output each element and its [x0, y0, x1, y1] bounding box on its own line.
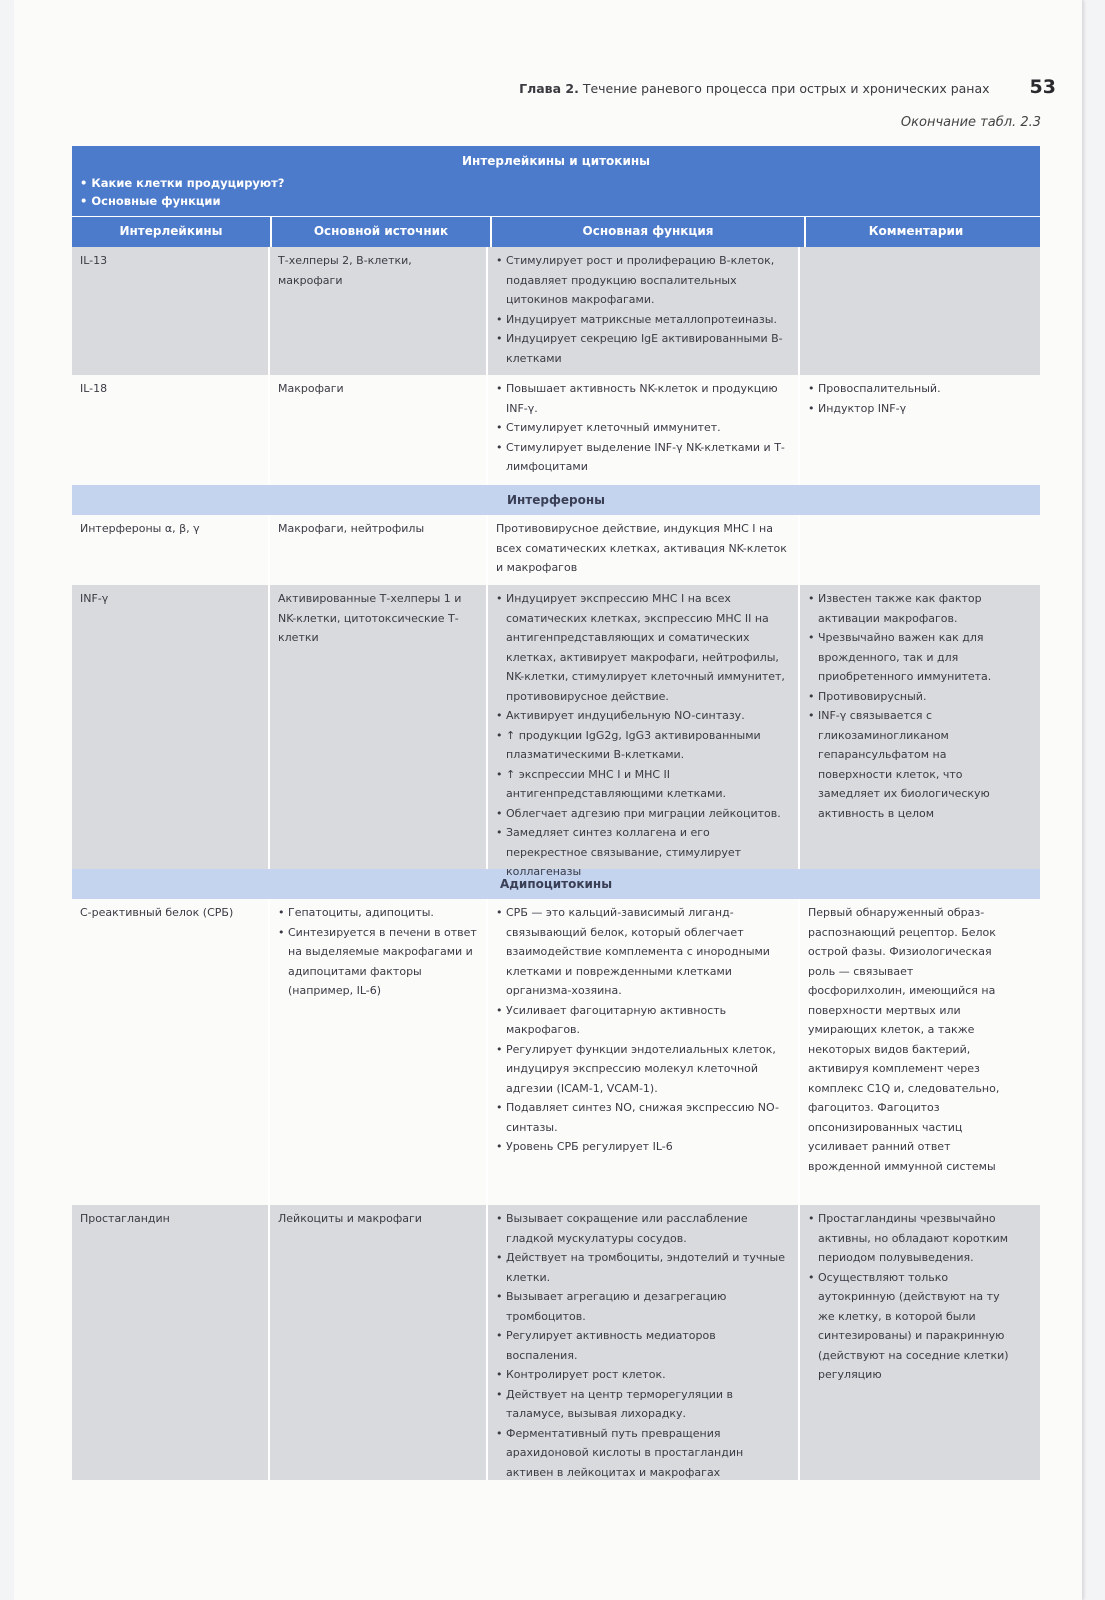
- table-questions: [80, 174, 284, 210]
- table-continuation-label: Окончание табл. 2.3: [900, 115, 1041, 130]
- list-item: • ↑ экспрессии МНС I и МНС II антигенпредставляющими клетками.: [496, 765, 790, 804]
- list-item: • Стимулирует выделение INF-γ NK-клетками и Т-лимфоцитами: [496, 438, 790, 477]
- cell-name: Интерфероны α, β, γ: [72, 515, 270, 585]
- list-item: • Замедляет синтез коллагена и его перекрестное связывание, стимулирует коллагеназы: [496, 823, 790, 882]
- column-header-function: Основная функция: [492, 217, 806, 247]
- list-item: • Регулирует активность медиаторов воспаления.: [496, 1326, 790, 1365]
- cell-function: [488, 899, 800, 1205]
- column-header-source: Основной источник: [272, 217, 492, 247]
- cell-source: Лейкоциты и макрофаги: [270, 1205, 488, 1480]
- list-item: • Активирует индуцибельную NO-синтазу.: [496, 706, 790, 726]
- list-item: • Ферментативный путь превращения арахидоновой кислоты в простагландин активен в лейкоцитах и макрофагах: [496, 1424, 790, 1483]
- cell-name: Простагландин: [72, 1205, 270, 1480]
- cell-function: [488, 247, 800, 375]
- list-item: • ↑ продукции IgG2g, IgG3 активированными плазматическими В-клетками.: [496, 726, 790, 765]
- cell-function: [488, 375, 800, 485]
- list-item: • INF-γ связывается с гликозаминогликаном гепарансульфатом на поверхности клеток, что замедляет их биологическую активность в целом: [808, 706, 1012, 823]
- cell-source: Активированные Т-хелперы 1 и NK-клетки, цитотоксические Т-клетки: [270, 585, 488, 869]
- cell-comments: Первый обнаруженный образ-распознающий рецептор. Белок острой фазы. Физиологическая роль — связывает фосфорилхолин, имеющийся на поверхности мертвых или умирающих клеток, а также некоторых видов бактерий, активируя комплемент через комплекс C1Q и, следовательно, фагоцитоз. Фагоцитоз опсонизированных частиц усиливает ранний ответ врожденной иммунной системы: [808, 906, 1000, 1173]
- cell-source: Т-хелперы 2, В-клетки, макрофаги: [270, 247, 488, 375]
- list-item: • Индуцирует секрецию IgE активированными В-клетками: [496, 329, 790, 368]
- list-item: • Вызывает сокращение или расслабление гладкой мускулатуры сосудов.: [496, 1209, 790, 1248]
- list-item: • Индуцирует матриксные металлопротеиназы.: [496, 310, 790, 330]
- table-row: [72, 375, 1040, 485]
- list-item: • Индуцирует экспрессию МНС I на всех соматических клетках, экспрессию МНС II на антигенпредставляющих и соматических клетках, активирует макрофаги, нейтрофилы, NK-клетки, стимулирует клеточный иммунитет, противовирусное действие.: [496, 589, 790, 706]
- cell-function: [488, 585, 800, 878]
- cell-source: [270, 899, 488, 1205]
- list-item: • Уровень СРБ регулирует IL-6: [496, 1137, 790, 1157]
- section-header-adipocytokines: Адипоцитокины: [72, 869, 1040, 899]
- table-title-block: [72, 146, 1040, 217]
- cytokine-table: [72, 146, 1040, 1480]
- table-title: Интерлейкины и цитокины: [461, 154, 650, 168]
- list-item: • СРБ — это кальций-зависимый лиганд-связывающий белок, который облегчает взаимодействие комплемента с инородными клетками и поврежденными клетками организма-хозяина.: [496, 903, 790, 1001]
- list-item: • Противовирусный.: [808, 687, 1012, 707]
- table-row: [72, 899, 1040, 1205]
- running-header: [500, 76, 1056, 98]
- list-item: • Гепатоциты, адипоциты.: [278, 903, 478, 923]
- page-number: 53: [1029, 76, 1056, 98]
- list-item: • Известен также как фактор активации макрофагов.: [808, 589, 1012, 628]
- cell-comments: [800, 585, 1020, 869]
- chapter-title: Течение раневого процесса при острых и хронических ранах: [582, 81, 990, 96]
- cell-source: Макрофаги, нейтрофилы: [270, 515, 488, 585]
- cell-name: С-реактивный белок (СРБ): [72, 899, 270, 1205]
- table-row: [72, 247, 1040, 375]
- cell-comments: [800, 375, 1020, 485]
- cell-comments: [800, 247, 1020, 375]
- list-item: • Осуществляют только аутокринную (действуют на ту же клетку, в которой были синтезированы) и паракринную (действуют на соседние клетки) регуляцию: [808, 1268, 1012, 1385]
- column-header-comments: Комментарии: [868, 224, 964, 239]
- cell-source: Макрофаги: [270, 375, 488, 485]
- list-item: • Повышает активность NK-клеток и продукцию INF-γ.: [496, 379, 790, 418]
- section-header-interferons: Интерфероны: [72, 485, 1040, 515]
- cell-name: INF-γ: [72, 585, 270, 869]
- cell-function: Противовирусное действие, индукция МНС I на всех соматических клетках, активация NK-клеток и макрофагов: [488, 515, 800, 585]
- list-item: • Индуктор INF-γ: [808, 399, 1012, 419]
- table-row: [72, 585, 1040, 878]
- list-item: • Вызывает агрегацию и дезагрегацию тромбоцитов.: [496, 1287, 790, 1326]
- table-column-headers: [72, 217, 1040, 247]
- list-item: • Облегчает адгезию при миграции лейкоцитов.: [496, 804, 790, 824]
- list-item: • Провоспалительный.: [808, 379, 1012, 399]
- list-item: • Синтезируется в печени в ответ на выделяемые макрофагами и адипоцитами факторы (например, IL-6): [278, 923, 478, 1001]
- cell-comments: [800, 515, 1020, 585]
- list-item: • Чрезвычайно важен как для врожденного, так и для приобретенного иммунитета.: [808, 628, 1012, 687]
- list-item: • Контролирует рост клеток.: [496, 1365, 790, 1385]
- list-item: • Подавляет синтез NO, снижая экспрессию NO-синтазы.: [496, 1098, 790, 1137]
- cell-function: [488, 1205, 800, 1480]
- cell-comments: [800, 1205, 1020, 1480]
- column-header-interleukins: Интерлейкины: [72, 217, 272, 247]
- cell-name: IL-13: [72, 247, 270, 375]
- list-item: • Простагландины чрезвычайно активны, но обладают коротким периодом полувыведения.: [808, 1209, 1012, 1268]
- list-item: • Регулирует функции эндотелиальных клеток, индуцируя экспрессию молекул клеточной адгезии (ICAM-1, VCAM-1).: [496, 1040, 790, 1099]
- table-row: [72, 1205, 1040, 1480]
- list-item: • Усиливает фагоцитарную активность макрофагов.: [496, 1001, 790, 1040]
- chapter-label: Глава 2.: [519, 81, 579, 96]
- list-item: • Стимулирует рост и пролиферацию В-клеток, подавляет продукцию воспалительных цитокинов макрофагами.: [496, 251, 790, 310]
- cell-name: IL-18: [72, 375, 270, 485]
- list-item: • Действует на центр терморегуляции в таламусе, вызывая лихорадку.: [496, 1385, 790, 1424]
- list-item: • Действует на тромбоциты, эндотелий и тучные клетки.: [496, 1248, 790, 1287]
- table-row: [72, 515, 1040, 585]
- chapter-heading: [519, 81, 989, 96]
- list-item: • Стимулирует клеточный иммунитет.: [496, 418, 790, 438]
- table-question: • Какие клетки продуцируют?: [80, 176, 285, 190]
- table-question: • Основные функции: [80, 194, 221, 208]
